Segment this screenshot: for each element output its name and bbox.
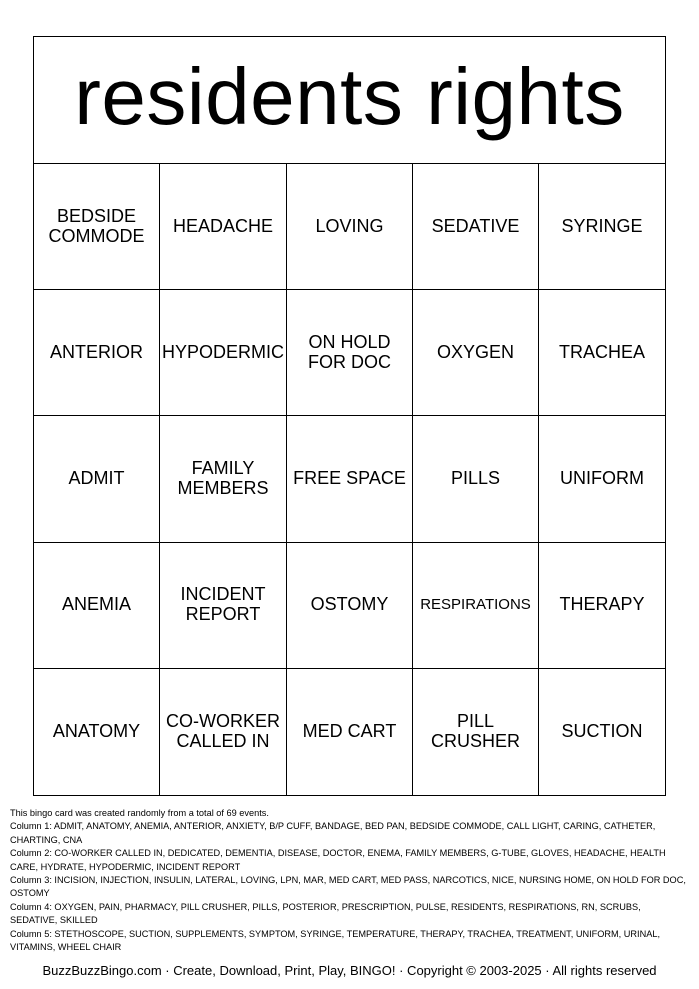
bingo-cell: SUCTION: [561, 720, 643, 741]
column-1-list: Column 1: ADMIT, ANATOMY, ANEMIA, ANTERIOR, ANXIETY, B/P CUFF, BANDAGE, BED PAN, BEDSIDE COMMODE, CALL LIGHT, CARING, CATHETER, CHARTING, CNA: [10, 821, 656, 845]
bingo-cell: TRACHEA: [539, 290, 665, 416]
bingo-cell: HYPODERMIC: [160, 290, 287, 416]
bingo-cell: FAMILY MEMBERS: [160, 416, 287, 542]
bingo-cell: HEADACHE: [160, 164, 287, 290]
bingo-cell: ADMIT: [34, 416, 160, 542]
bingo-cell: OXYGEN: [413, 290, 539, 416]
bingo-card: [33, 36, 666, 796]
bingo-grid: [34, 164, 665, 795]
bingo-cell: SYRINGE: [539, 164, 665, 290]
column-2-list: Column 2: CO-WORKER CALLED IN, DEDICATED, DEMENTIA, DISEASE, DOCTOR, ENEMA, FAMILY MEMBERS, G-TUBE, GLOVES, HEADACHE, HEALTH CARE, HYDRATE, HYPODERMIC, INCIDENT REPORT: [10, 848, 666, 872]
bingo-cell: CO-WORKER CALLED IN: [160, 669, 287, 795]
notes-intro: This bingo card was created randomly from a total of 69 events.: [10, 808, 269, 818]
bingo-cell: LOVING: [287, 164, 413, 290]
bingo-cell: ANTERIOR: [34, 290, 160, 416]
bingo-cell: THERAPY: [539, 543, 665, 669]
bingo-cell: BEDSIDE COMMODE: [34, 164, 160, 290]
bingo-cell: PILL CRUSHER: [413, 669, 539, 795]
bingo-cell: INCIDENT REPORT: [160, 543, 287, 669]
bingo-cell: UNIFORM: [539, 416, 665, 542]
title-row: [34, 37, 665, 164]
bingo-cell: RESPIRATIONS: [413, 543, 539, 669]
bingo-cell: ANEMIA: [34, 543, 160, 669]
bingo-cell: SEDATIVE: [413, 164, 539, 290]
bingo-cell: ANATOMY: [34, 669, 160, 795]
footer-copyright: BuzzBuzzBingo.com · Create, Download, Print, Play, BINGO! · Copyright © 2003-2025 · All rights reserved: [42, 963, 657, 978]
card-notes: [10, 807, 690, 954]
card-title: residents rights: [74, 52, 625, 141]
bingo-cell: ON HOLD FOR DOC: [287, 290, 413, 416]
column-3-list: Column 3: INCISION, INJECTION, INSULIN, LATERAL, LOVING, LPN, MAR, MED CART, MED PASS, NARCOTICS, NICE, NURSING HOME, ON HOLD FOR DOC, OSTOMY: [10, 875, 686, 899]
bingo-cell: PILLS: [413, 416, 539, 542]
column-4-list: Column 4: OXYGEN, PAIN, PHARMACY, PILL CRUSHER, PILLS, POSTERIOR, PRESCRIPTION, PULSE, RESIDENTS, RESPIRATIONS, RN, SCRUBS, SEDATIVE, SKILLED: [10, 901, 641, 926]
bingo-cell: MED CART: [287, 669, 413, 795]
free-space-cell: FREE SPACE: [287, 416, 413, 542]
column-5-list: Column 5: STETHOSCOPE, SUCTION, SUPPLEMENTS, SYMPTOM, SYRINGE, TEMPERATURE, THERAPY, TRACHEA, TREATMENT, UNIFORM, URINAL, VITAMINS, WHEEL CHAIR: [10, 928, 661, 953]
bingo-cell: OSTOMY: [287, 543, 413, 669]
